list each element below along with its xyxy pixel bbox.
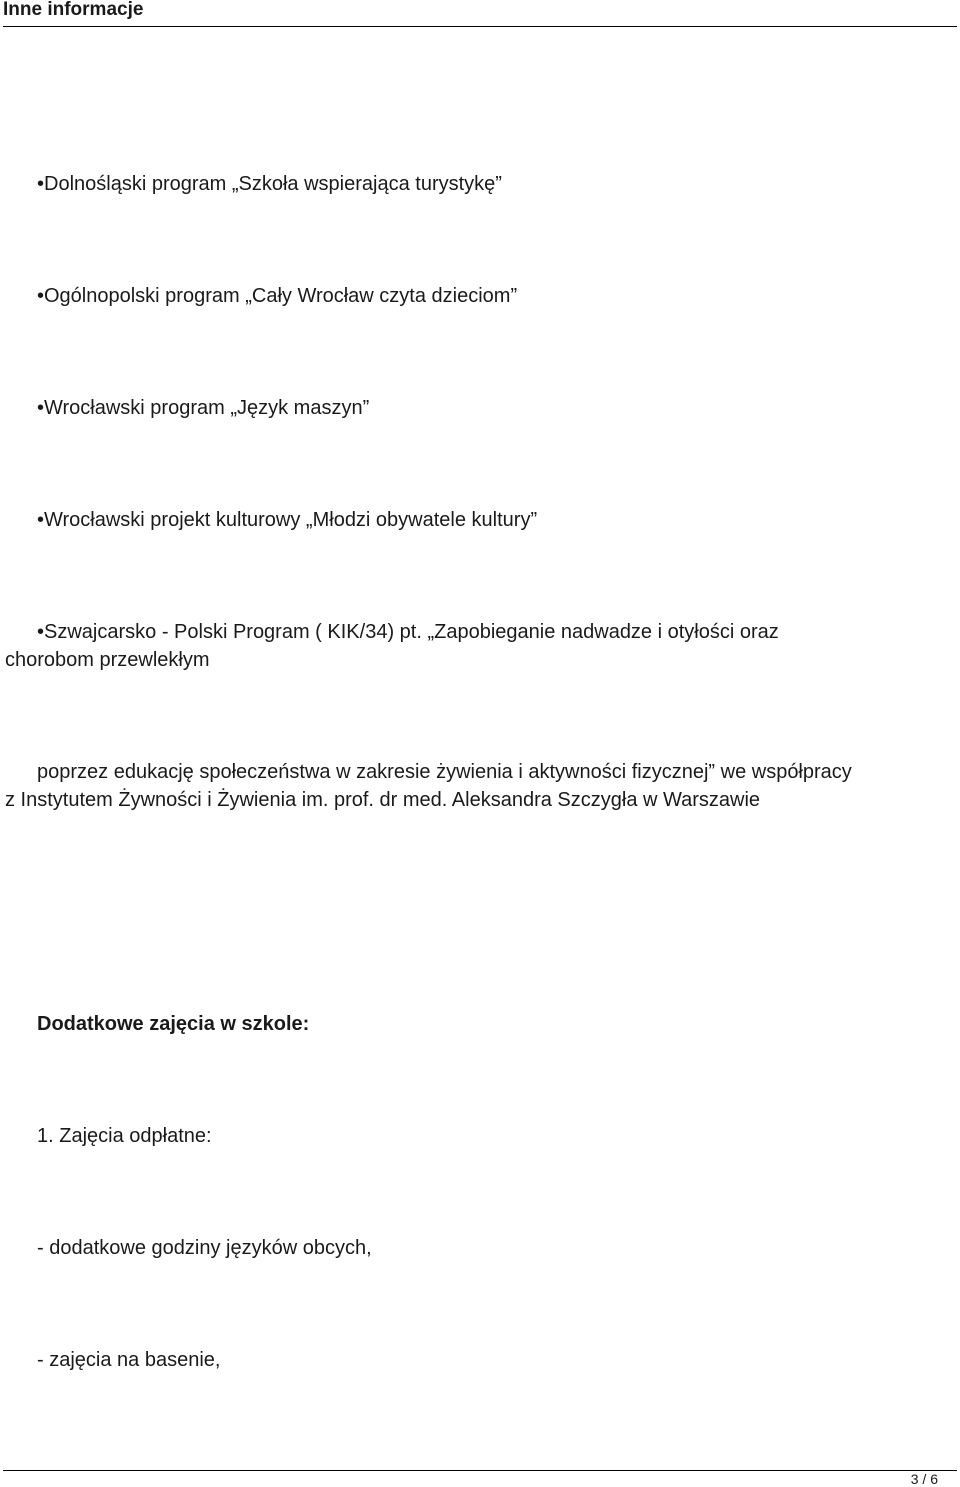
paid-class-item: - dodatkowe godziny języków obcych, [37, 1237, 372, 1259]
program-item: •Wrocławski program „Język maszyn” [37, 397, 370, 419]
program-item: •Ogólnopolski program „Cały Wrocław czyta dzieciom” [37, 285, 518, 307]
extra-classes-heading: Dodatkowe zajęcia w szkole: [37, 1013, 310, 1035]
swiss-program-line: z Instytutem Żywności i Żywienia im. prof. dr med. Aleksandra Szczygła w Warszawie [5, 789, 761, 811]
swiss-program-line: •Szwajcarsko - Polski Program ( KIK/34) pt. „Zapobieganie nadwadze i otyłości oraz [37, 621, 779, 643]
program-item: •Wrocławski projekt kulturowy „Młodzi obywatele kultury” [37, 509, 538, 531]
header-divider [3, 26, 957, 27]
footer-divider [3, 1470, 957, 1471]
swiss-program-line: chorobom przewlekłym [5, 649, 210, 671]
page-header-title: Inne informacje [3, 0, 144, 20]
paid-class-item: - zajęcia na basenie, [37, 1349, 221, 1371]
page-number: 3 / 6 [910, 1471, 938, 1487]
program-item: •Dolnośląski program „Szkoła wspierająca turystykę” [37, 173, 502, 195]
paid-classes-heading: 1. Zajęcia odpłatne: [37, 1125, 212, 1147]
swiss-program-line: poprzez edukację społeczeństwa w zakresie żywienia i aktywności fizycznej” we współpracy [37, 761, 852, 783]
